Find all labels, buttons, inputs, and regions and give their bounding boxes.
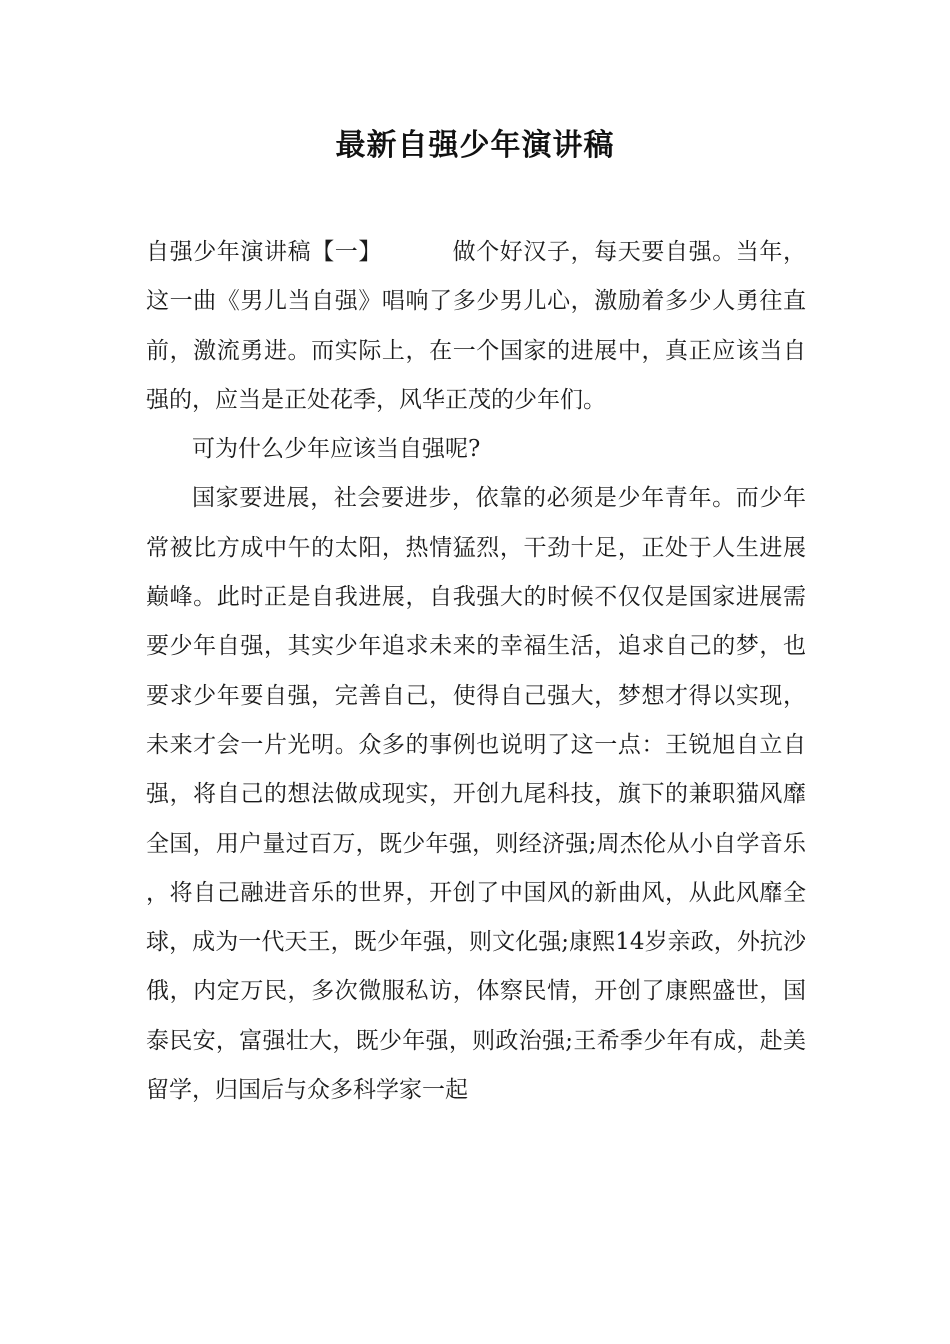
paragraph-2: 可为什么少年应该当自强呢? <box>192 436 481 463</box>
paragraph-1 <box>146 228 806 425</box>
document-body <box>146 228 806 1115</box>
paragraph-1-text: 做个好汉子，每天要自强。当年，这一曲《男儿当自强》唱响了多少男儿心，激励着多少人勇往直前，激流勇进。而实际上，在一个国家的进展中，真正应该当自强的，应当是正处花季，风华正茂的少年们。 <box>146 239 807 413</box>
page-title: 最新自强少年演讲稿 <box>335 128 615 163</box>
section-heading: 自强少年演讲稿【一】 <box>146 239 382 265</box>
paragraph-3: 国家要进展，社会要进步，依靠的必须是少年青年。而少年常被比方成中午的太阳，热情猛烈，干劲十足，正处于人生进展巅峰。此时正是自我进展，自我强大的时候不仅仅是国家进展需要少年自强，其实少年追求未来的幸福生活，追求自己的梦，也要求少年要自强，完善自己，使得自己强大，梦想才得以实现，未来才会一片光明。众多的事例也说明了这一点：王锐旭自立自强，将自己的想法做成现实，开创九尾科技，旗下的兼职猫风靡全国，用户量过百万，既少年强，则经济强;周杰伦从小自学音乐，将自己融进音乐的世界，开创了中国风的新曲风，从此风靡全球，成为一代天王，既少年强，则文化强;康熙14岁亲政，外抗沙俄，内定万民，多次微服私访，体察民情，开创了康熙盛世，国泰民安，富强壮大，既少年强，则政治强;王希季少年有成，赴美留学，归国后与众多科学家一起 <box>146 485 806 1104</box>
